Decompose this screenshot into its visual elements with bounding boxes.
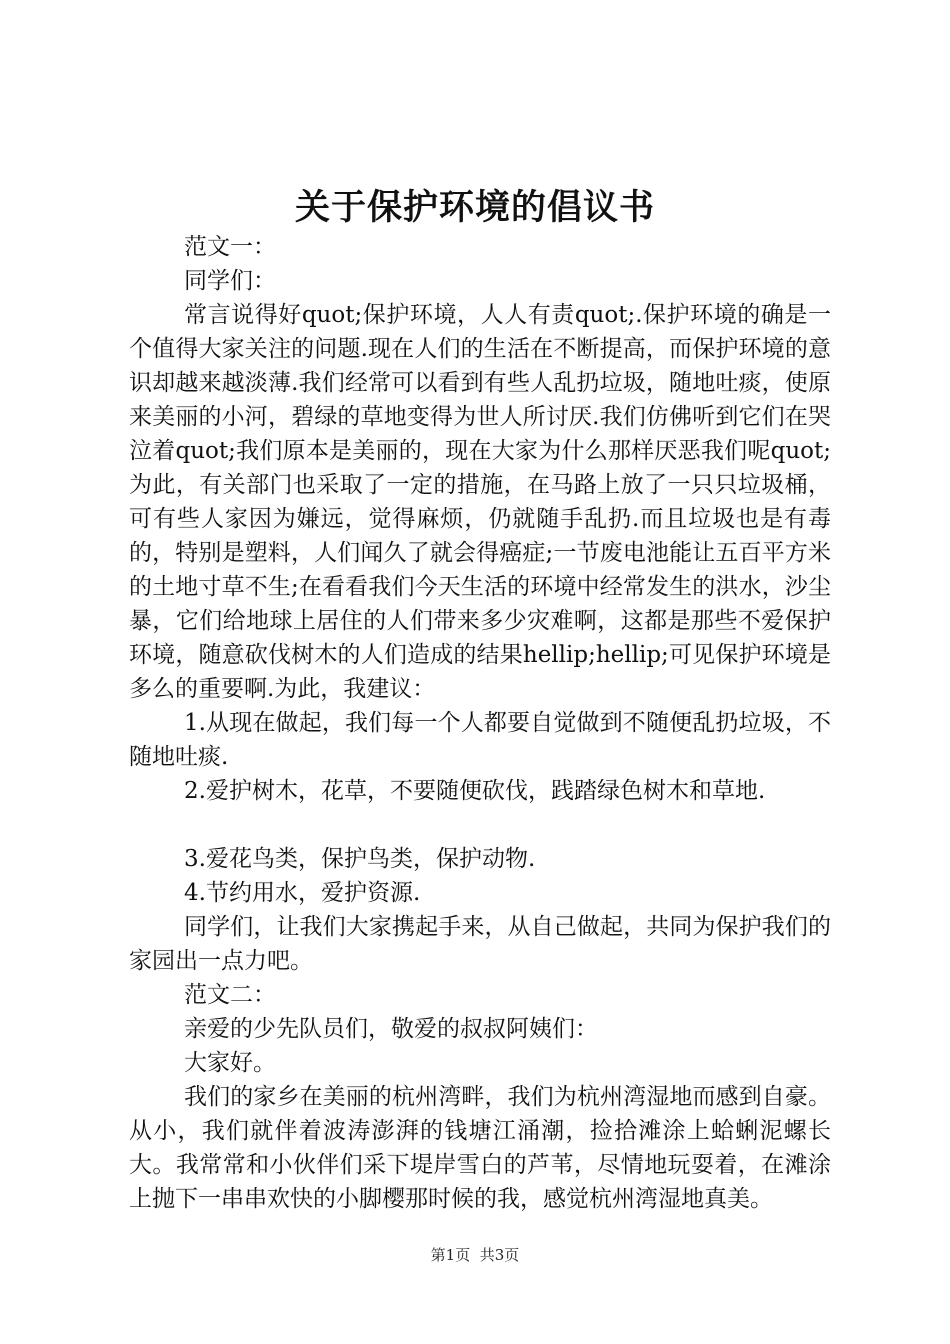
document-body <box>129 230 831 1216</box>
page-total: 共3页 <box>479 1246 520 1264</box>
footer-separator <box>470 1246 480 1264</box>
suggestion-item-1: 1.从现在做起，我们每一个人都要自觉做到不随便乱扔垃圾，不随地吐痰. <box>129 710 831 770</box>
document-title: 关于保护环境的倡议书 <box>294 188 655 228</box>
blank-line <box>129 808 831 842</box>
suggestion-item-2: 2.爱护树木，花草，不要随便砍伐，践踏绿色树木和草地. <box>184 778 766 804</box>
body-paragraph: 常言说得好quot;保护环境，人人有责quot;.保护环境的确是一个值得大家关注的问题.现在人们的生活在不断提高，而保护环境的意识却越来越淡薄.我们经常可以看到有些人乱扔垃圾，随地吐痰，使原来美丽的小河，碧绿的草地变得为世人所讨厌.我们仿佛听到它们在哭泣着quot;我们原本是美丽的，现在大家为什么那样厌恶我们呢quot;为此，有关部门也采取了一定的措施，在马路上放了一只只垃圾桶，可有些人家因为嫌远，觉得麻烦，仍就随手乱扔.而且垃圾也是有毒的，特别是塑料，人们闻久了就会得癌症;一节废电池能让五百平方米的土地寸草不生;在看看我们今天生活的环境中经常发生的洪水，沙尘暴，它们给地球上居住的人们带来多少灾难啊，这都是那些不爱保护环境，随意砍伐树木的人们造成的结果hellip;hellip;可见保护环境是多么的重要啊.为此，我建议： <box>129 302 831 702</box>
salutation-2: 亲爱的少先队员们，敬爱的叔叔阿姨们： <box>184 1016 598 1042</box>
section-heading-2: 范文二： <box>184 982 276 1008</box>
section-heading-1: 范文一： <box>184 234 276 260</box>
page-number: 第1页 <box>430 1246 471 1264</box>
suggestion-item-4: 4.节约用水，爱护资源. <box>184 880 421 906</box>
salutation: 同学们： <box>184 268 276 294</box>
greeting: 大家好。 <box>184 1050 276 1076</box>
page-footer <box>0 1245 950 1265</box>
closing-paragraph: 同学们，让我们大家携起手来，从自己做起，共同为保护我们的家园出一点力吧。 <box>129 914 831 974</box>
suggestion-item-3: 3.爱花鸟类，保护鸟类，保护动物. <box>184 846 536 872</box>
body-paragraph-2: 我们的家乡在美丽的杭州湾畔，我们为杭州湾湿地而感到自豪。从小，我们就伴着波涛澎湃的钱塘江涌潮，捡拾滩涂上蛤蜊泥螺长大。我常常和小伙伴们采下堤岸雪白的芦苇，尽情地玩耍着，在滩涂上抛下一串串欢快的小脚樱那时候的我，感觉杭州湾湿地真美。 <box>129 1084 831 1212</box>
